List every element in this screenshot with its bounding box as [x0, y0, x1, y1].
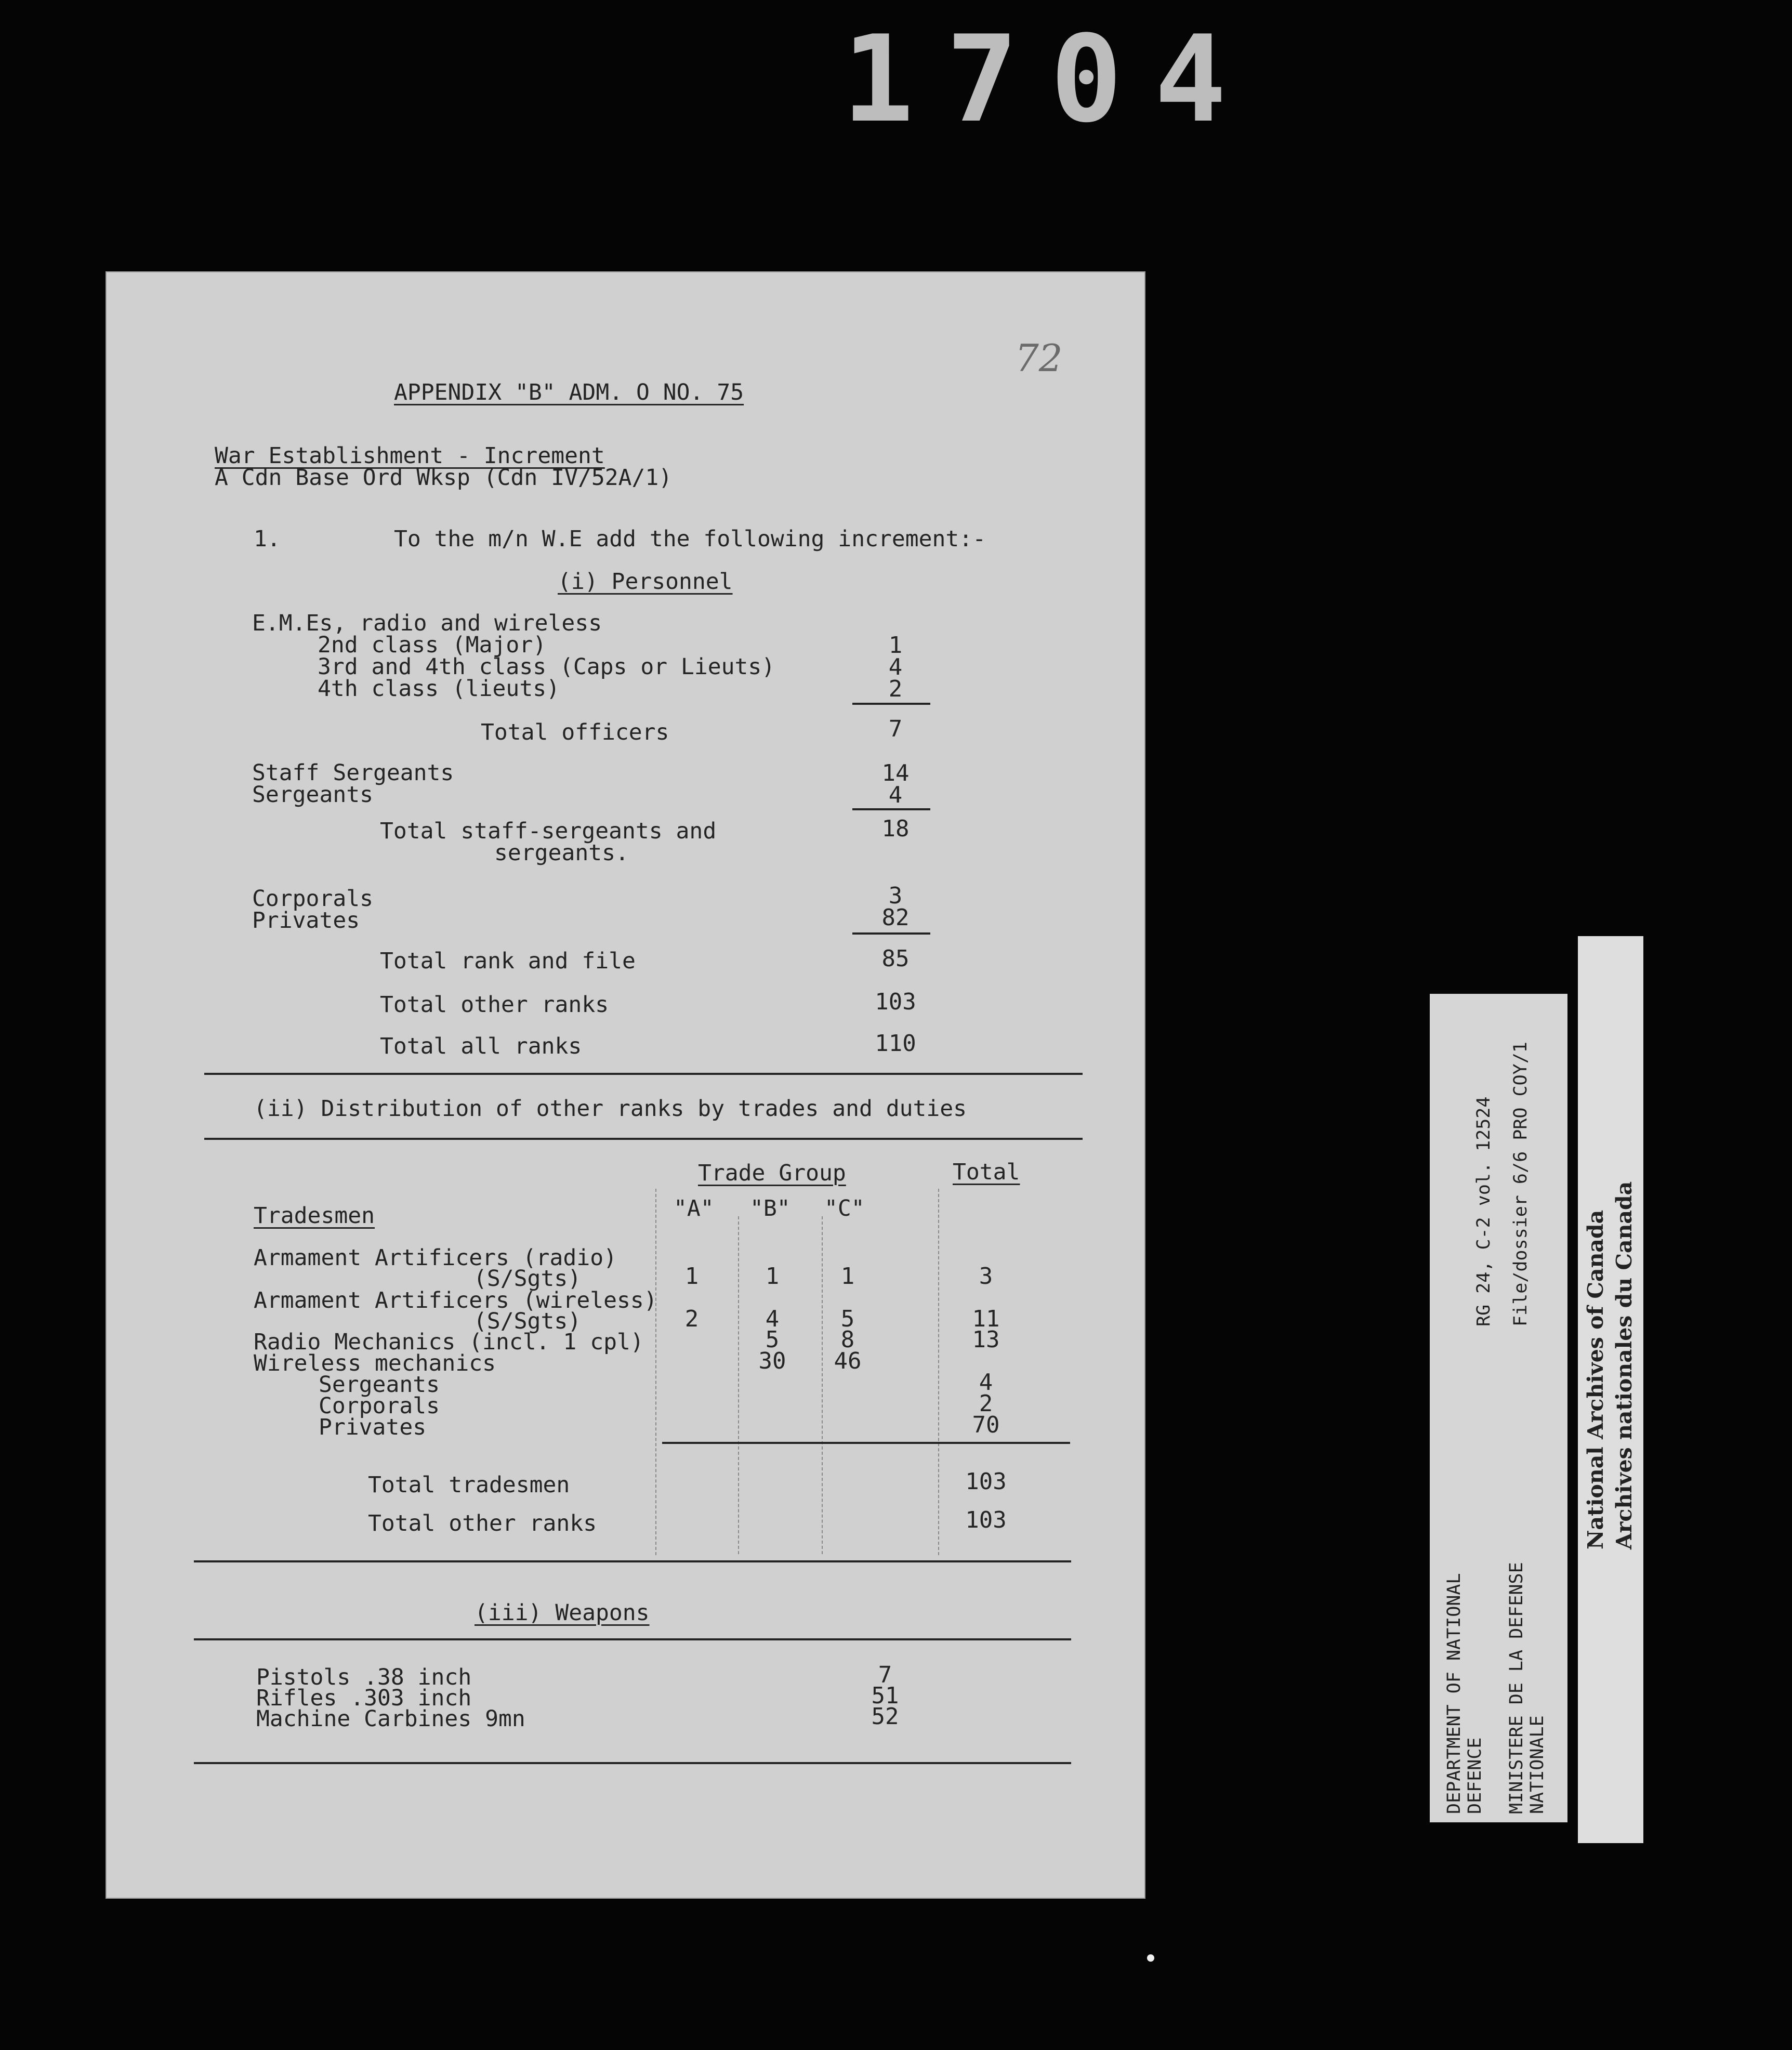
section-distribution-heading: (ii) Distribution of other ranks by trades and duties [254, 1096, 967, 1122]
weapon-label: Machine Carbines 9mn [256, 1706, 525, 1732]
total-tradesmen-value: 103 [965, 1468, 1007, 1495]
total-staff-sergeants-label-cont: sergeants. [494, 840, 629, 866]
personnel-row-label: 3rd and 4th class (Caps or Lieuts) [318, 654, 775, 680]
total-rank-file-label: Total rank and file [380, 948, 636, 974]
total-staff-sergeants-label: Total staff-sergeants and [380, 818, 717, 844]
table-total-rule [662, 1442, 1070, 1444]
subtotal-rule [852, 808, 930, 810]
weapon-value: 51 [871, 1683, 899, 1709]
weapon-label: Rifles .303 inch [256, 1685, 472, 1711]
section-personnel-heading: (i) Personnel [558, 569, 733, 595]
trade-total-other-ranks-value: 103 [965, 1507, 1007, 1533]
national-archives-en: National Archives of Canada [1583, 1210, 1608, 1549]
weapon-value: 52 [871, 1703, 899, 1730]
total-staff-sergeants-value: 18 [881, 816, 910, 842]
trade-value-b: 30 [758, 1348, 786, 1374]
archival-document-page [106, 271, 1145, 1899]
department-line: DEFENCE [1465, 1737, 1485, 1814]
pencil-page-number: 72 [1015, 336, 1063, 380]
appendix-heading: APPENDIX "B" ADM. O NO. 75 [394, 379, 744, 405]
group-b-heading: "B" [750, 1195, 790, 1221]
group-c-heading: "C" [824, 1195, 865, 1221]
emes-label: E.M.Es, radio and wireless [252, 610, 602, 636]
national-archives-label [1578, 936, 1643, 1843]
trade-row-label: Armament Artificers (wireless) [254, 1287, 657, 1313]
section-divider [204, 1073, 1083, 1075]
total-rank-file-value: 85 [881, 945, 910, 972]
trade-value-b: 4 [765, 1306, 780, 1332]
total-tradesmen-label: Total tradesmen [368, 1472, 570, 1498]
table-column-separator [938, 1189, 940, 1555]
department-line: NATIONALE [1527, 1715, 1548, 1814]
total-officers-label: Total officers [481, 719, 669, 745]
national-archives-fr: Archives nationales du Canada [1612, 1181, 1637, 1549]
staff-sergeants-label: Staff Sergeants [252, 760, 454, 786]
weapon-label: Pistols .38 inch [256, 1664, 472, 1690]
trade-value-total: 11 [972, 1306, 1000, 1332]
film-dust-speck [1147, 1954, 1154, 1962]
trade-value-b: 1 [765, 1263, 780, 1290]
trade-row-label-cont: (S/Sgts) [473, 1266, 582, 1292]
total-officers-value: 7 [888, 716, 903, 742]
trade-value-total: 3 [979, 1263, 993, 1290]
archive-reference-line: RG 24, C-2 vol. 12524 [1473, 1096, 1494, 1326]
department-line: MINISTERE DE LA DEFENSE [1506, 1562, 1527, 1814]
bottom-divider [194, 1762, 1071, 1764]
subtotal-rule [852, 932, 930, 935]
trade-row-label: Armament Artificers (radio) [254, 1245, 617, 1271]
total-other-ranks-label: Total other ranks [380, 992, 609, 1018]
section-divider [194, 1560, 1071, 1562]
section-divider [194, 1638, 1071, 1640]
paragraph-text: To the m/n W.E add the following increment:- [394, 526, 986, 552]
trade-group-heading: Trade Group [698, 1160, 846, 1186]
war-establishment-heading: War Establishment - Increment [215, 443, 605, 469]
table-column-separator [738, 1216, 740, 1554]
weapon-value: 7 [878, 1662, 892, 1688]
microfilm-frame-number: 1704 [842, 10, 1259, 149]
archive-file-line: File/dossier 6/6 PRO COY/1 [1510, 1042, 1531, 1326]
staff-sergeants-value: 14 [881, 760, 910, 786]
sergeants-value: 4 [888, 782, 903, 808]
trade-subrow-total: 70 [972, 1412, 1000, 1438]
trade-subrow-label: Sergeants [319, 1372, 440, 1398]
section-divider [204, 1138, 1083, 1140]
trade-row-label: Radio Mechanics (incl. 1 cpl) [254, 1329, 644, 1355]
total-all-ranks-label: Total all ranks [380, 1033, 582, 1059]
department-line: DEPARTMENT OF NATIONAL [1444, 1573, 1465, 1814]
personnel-row-value: 1 [888, 632, 903, 659]
group-a-heading: "A" [674, 1195, 714, 1221]
trade-row-label-cont: (S/Sgts) [473, 1308, 582, 1334]
personnel-row-label: 2nd class (Major) [318, 632, 547, 658]
subtotal-rule [852, 703, 930, 705]
unit-designation: A Cdn Base Ord Wksp (Cdn IV/52A/1) [215, 465, 673, 491]
trade-value-c: 8 [840, 1326, 855, 1353]
section-weapons-heading: (iii) Weapons [475, 1600, 650, 1626]
trade-subrow-total: 4 [979, 1369, 993, 1396]
tradesmen-heading: Tradesmen [254, 1203, 375, 1229]
total-column-heading: Total [953, 1159, 1020, 1185]
trade-row-label: Wireless mechanics [254, 1350, 496, 1376]
trade-value-c: 46 [834, 1348, 862, 1374]
trade-value-b: 5 [765, 1326, 780, 1353]
trade-value-total: 13 [972, 1326, 1000, 1353]
sergeants-label: Sergeants [252, 782, 373, 808]
trade-total-other-ranks-label: Total other ranks [368, 1510, 597, 1536]
personnel-row-value: 2 [888, 676, 903, 702]
trade-value-a: 2 [684, 1306, 699, 1332]
paragraph-number: 1. [254, 526, 281, 552]
table-column-separator [655, 1189, 657, 1555]
trade-value-c: 5 [840, 1306, 855, 1332]
personnel-row-label: 4th class (lieuts) [318, 676, 560, 702]
corporals-value: 3 [888, 883, 903, 909]
total-all-ranks-value: 110 [875, 1030, 916, 1057]
personnel-row-value: 4 [888, 654, 903, 680]
corporals-label: Corporals [252, 886, 373, 912]
privates-label: Privates [252, 908, 360, 934]
privates-value: 82 [881, 904, 910, 931]
trade-value-c: 1 [840, 1263, 855, 1290]
trade-subrow-label: Corporals [319, 1393, 440, 1419]
trade-value-a: 1 [684, 1263, 699, 1290]
archive-reference-label [1430, 994, 1567, 1822]
trade-subrow-label: Privates [319, 1414, 427, 1440]
trade-subrow-total: 2 [979, 1390, 993, 1417]
total-other-ranks-value: 103 [875, 989, 916, 1015]
